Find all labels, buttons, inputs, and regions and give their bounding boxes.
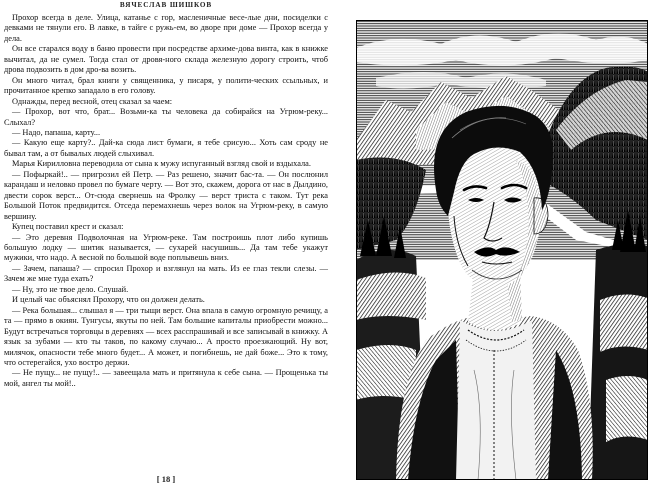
paragraph: Он все старался воду в баню провести при посредстве архиме-дова винта, как в книжке вычитал, да не сумел. Тогда стал от дровя-ного склада железную дорогу строить, чтоб дрова подвозить в дом дро-ва возить. (4, 44, 328, 75)
engraving-illustration (356, 20, 648, 480)
paragraph: — Какую еще карту?.. Дай-ка сюда лист бумаги, я тебе срисую... Хоть сам сроду не бывал там, а от бывалых людей слыхивал. (4, 138, 328, 158)
paragraph: — Не пущу... не пущу!.. — завеещала мать и притянула к себе сына. — Прощенька ты мой, ангел ты мой!.. (4, 368, 328, 388)
paragraph: И целый час объяснял Прохору, что он должен делать. (12, 295, 205, 305)
left-page (4, 0, 328, 488)
paragraph: — Это деревня Подволочная на Угрюм-реке. Там построишь плот либо купишь большую лодку — шитик называется, — сухарей насушишь... Да там тебе укажут мужики, что надо. А весной по большой воде поплывешь вниз. (4, 232, 328, 263)
paragraph: Однажды, перед весной, отец сказал за чаем: (12, 96, 173, 106)
paragraph: — Надо, папаша, карту... (12, 127, 101, 137)
paragraph: Марья Кирилловна переводила от сына к мужу испуганный взгляд свой и вздыхала. (12, 159, 311, 169)
running-head: ВЯЧЕСЛАВ ШИШКОВ (119, 1, 213, 9)
paragraph: — Прохор, вот что, брат... Возьми-ка ты человека да собирайся на Угрюм-реку... Слыхал? (4, 107, 328, 127)
paragraph: — Ну, это не твое дело. Слушай. (12, 284, 129, 294)
paragraph: — Река большая... слышал я — три тыщи верст. Она впала в самую огромную речищу, а та — прямо в окиян. Тунгусы, якуты по ней. Там большие капиталы приобрести можно... Будут встречаться торговцы в деревнях — всех расспрашивай и все записывай в книжку. А язык за зубами — кто ты таков, по какому случаю... А просто проезжающий. Ну вот, милячок, опасности тебе много будет... А может, и погибнешь, не дай боже... Это к тому, что остерегайся, ухо востро держи. (4, 305, 328, 367)
paragraph: Он много читал, брал книги у священника, у писаря, у полити-ческих ссыльных, и прочитанное крепко западало в его голову. (4, 75, 328, 96)
body-text (4, 13, 328, 389)
paragraph: Купец поставил крест и сказал: (12, 222, 124, 232)
page-number: [ 18 ] (156, 474, 176, 484)
paragraph: — Зачем, папаша? — спросил Прохор и взглянул на мать. Из ее глаз текли слезы. — Зачем же мне туда ехать? (4, 263, 328, 284)
paragraph: — Пофыркай!.. — пригрозил ей Петр. — Раз решено, значит бас-та. — Он послюнил карандаш и неловко провел по бумаге черту. — Вот это, скажем, дорога от нас в Дылдино, двести сорок верст... От-сюда свернешь на Фролку — верст триста с таком. Тут река Большой Поток предвидится. Отседа перемахнешь через волок на Угрюм-реку, в самую вершину. (4, 169, 328, 221)
paragraph: Прохор всегда в деле. Улица, катанье с гор, масленичные весе-лые дни, посиделки с девками не тянули его. В лавке, в тайге с ружь-ем, во дворе при доме — Прохор всегда у дела. (4, 13, 328, 43)
